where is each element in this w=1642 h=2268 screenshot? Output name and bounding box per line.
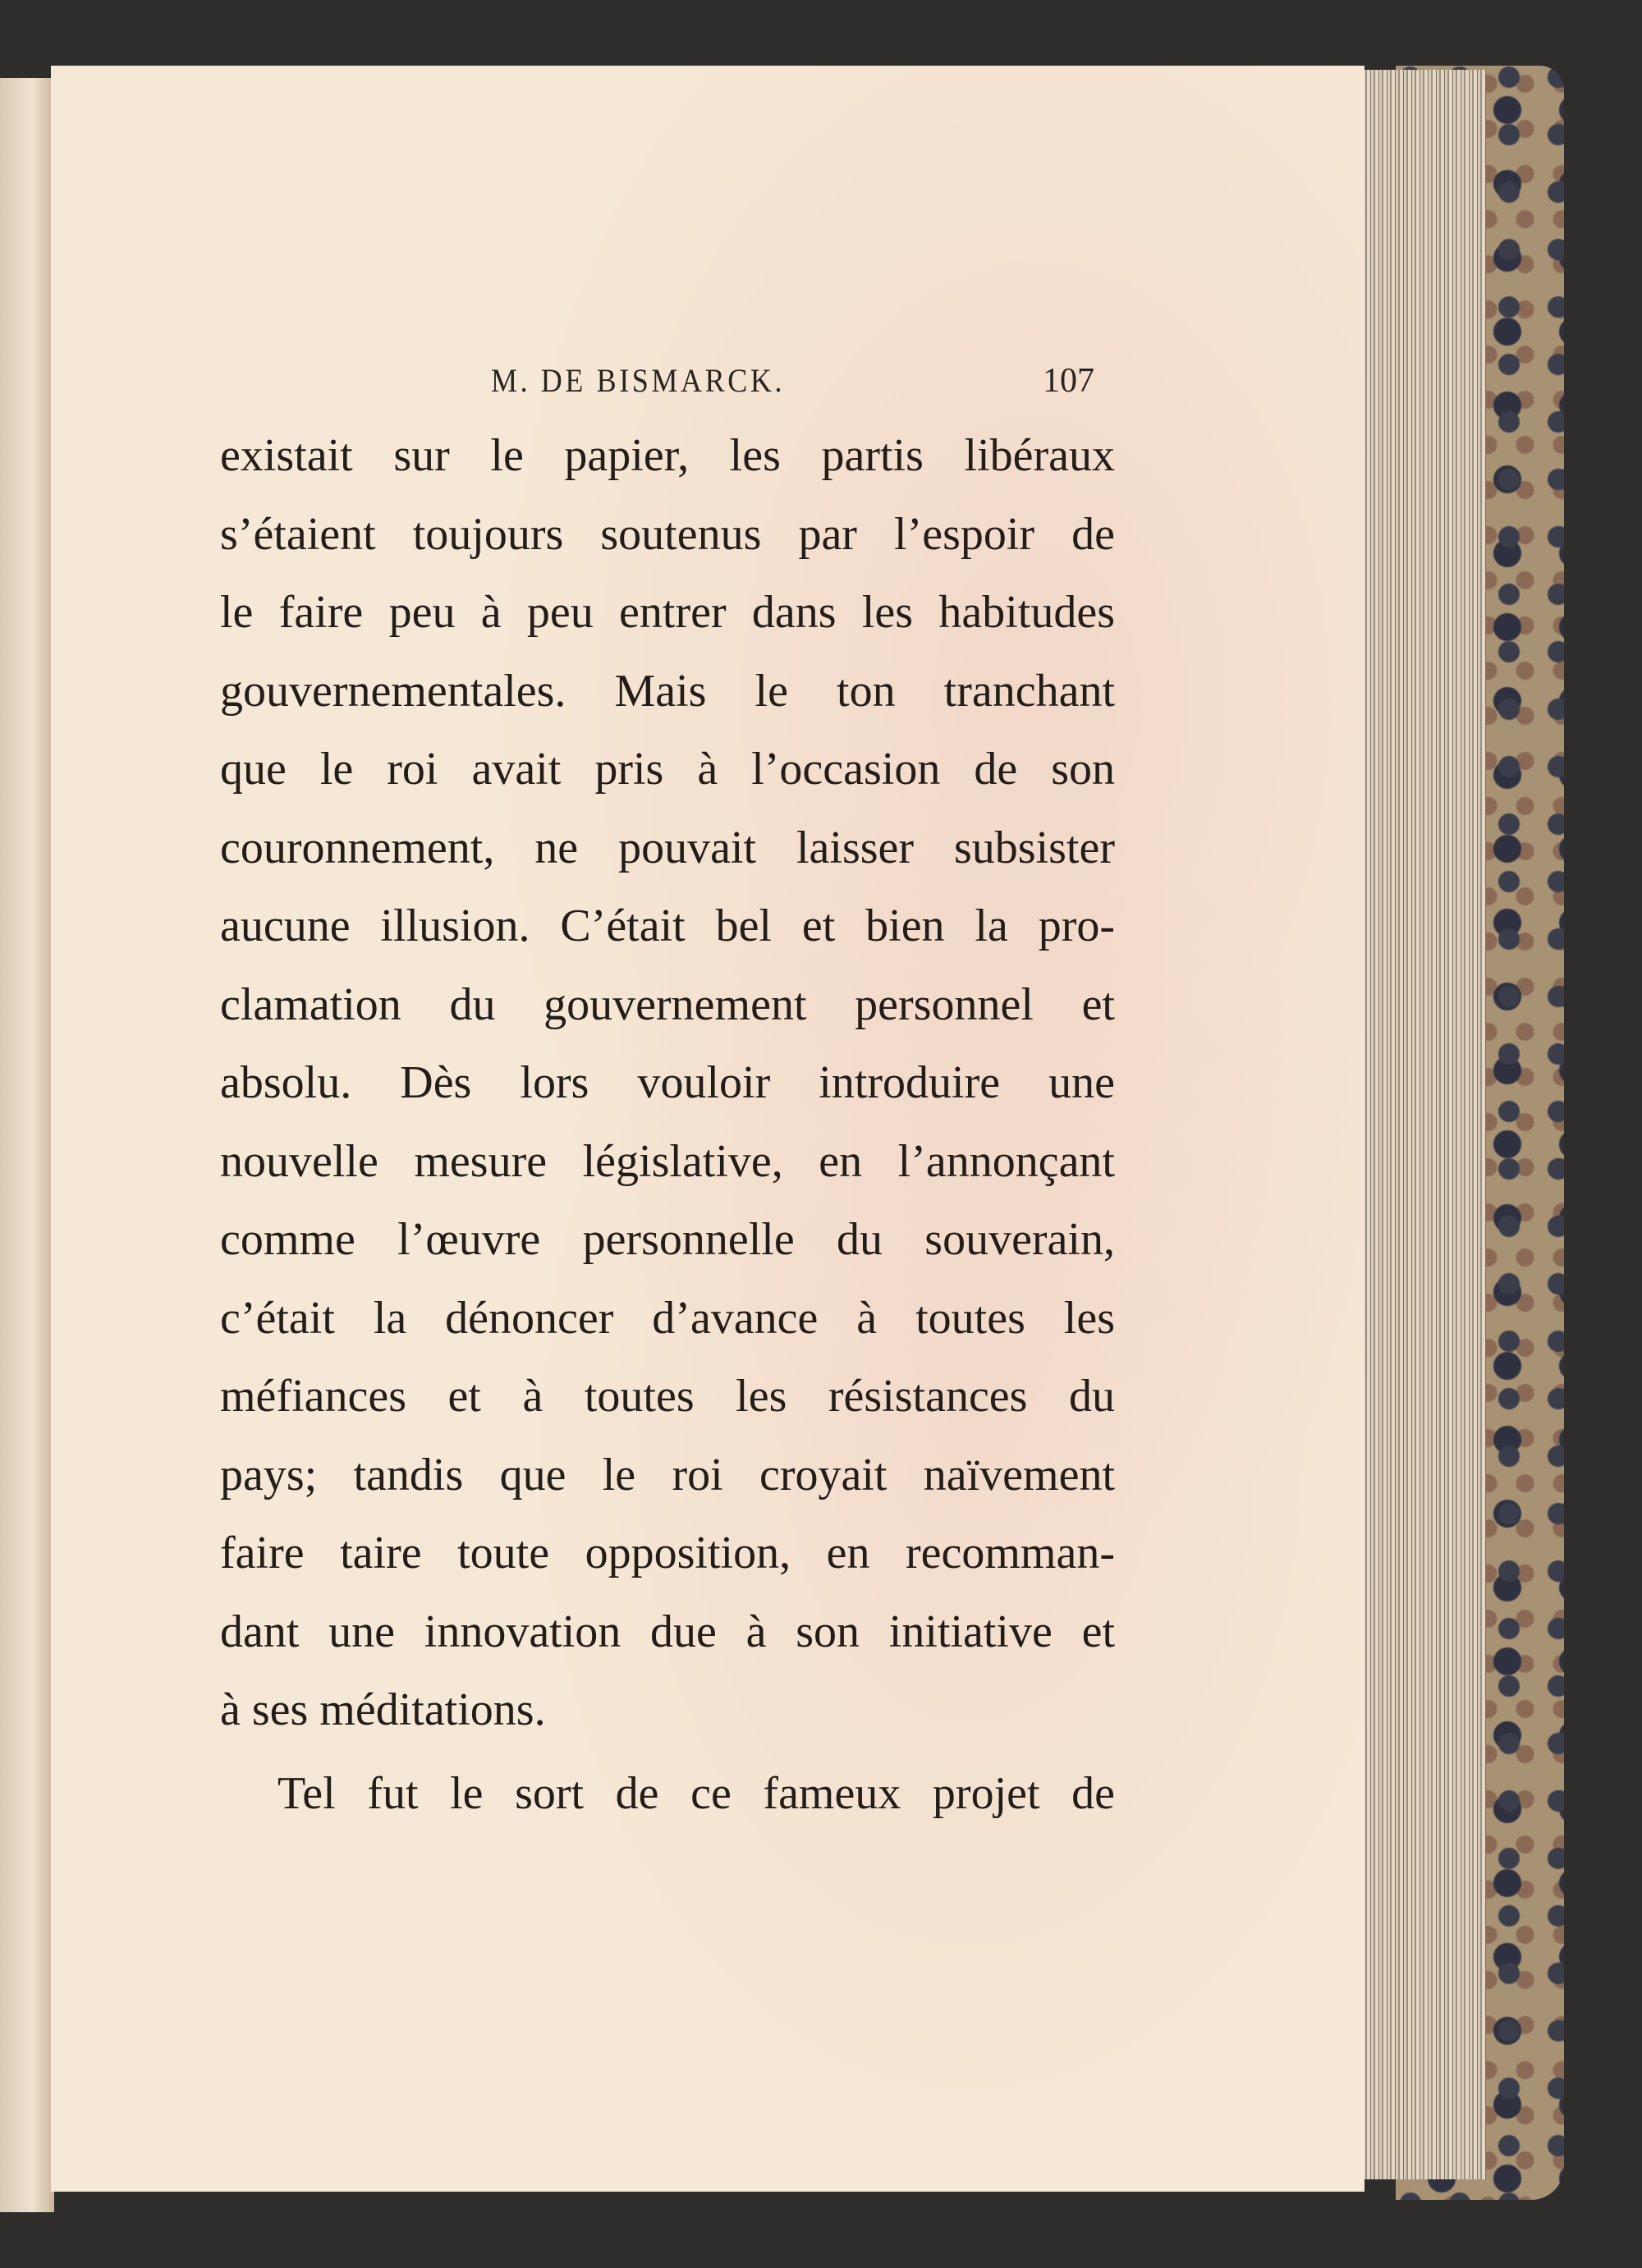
text-line: absolu. Dès lors vouloir introduire une <box>220 1057 1115 1108</box>
text-line: faire taire toute opposition, en recomman- <box>220 1528 1115 1578</box>
page-body <box>220 417 1115 1833</box>
text-line: que le roi avait pris à l’occasion de son <box>220 744 1115 795</box>
page-edges <box>1346 70 1486 2179</box>
running-header: M. DE BISMARCK. <box>491 362 786 399</box>
text-line: existait sur le papier, les partis libéraux <box>220 430 1115 481</box>
text-line: s’étaient toujours soutenus par l’espoir de <box>220 508 1115 560</box>
text-line: le faire peu à peu entrer dans les habitudes <box>220 587 1115 638</box>
text-line: dant une innovation due à son initiative et <box>220 1606 1115 1657</box>
text-line: Tel fut le sort de ce fameux projet de <box>277 1767 1115 1819</box>
text-line: gouvernementales. Mais le ton tranchant <box>220 665 1115 717</box>
text-line: clamation du gouvernement personnel et <box>220 978 1115 1030</box>
text-line: à ses méditations. <box>220 1684 546 1735</box>
text-line: comme l’œuvre personnelle du souverain, <box>220 1214 1115 1265</box>
facing-page-edge <box>0 78 54 2212</box>
text-line: nouvelle mesure législative, en l’annonçant <box>220 1135 1115 1187</box>
text-line: couronnement, ne pouvait laisser subsister <box>220 822 1115 873</box>
text-line: aucune illusion. C’était bel et bien la pro- <box>220 900 1115 951</box>
text-line: c’était la dénoncer d’avance à toutes les <box>220 1292 1115 1344</box>
text-line: pays; tandis que le roi croyait naïvement <box>220 1449 1115 1501</box>
text-line: méfiances et à toutes les résistances du <box>220 1371 1115 1422</box>
page-number: 107 <box>1043 362 1094 400</box>
